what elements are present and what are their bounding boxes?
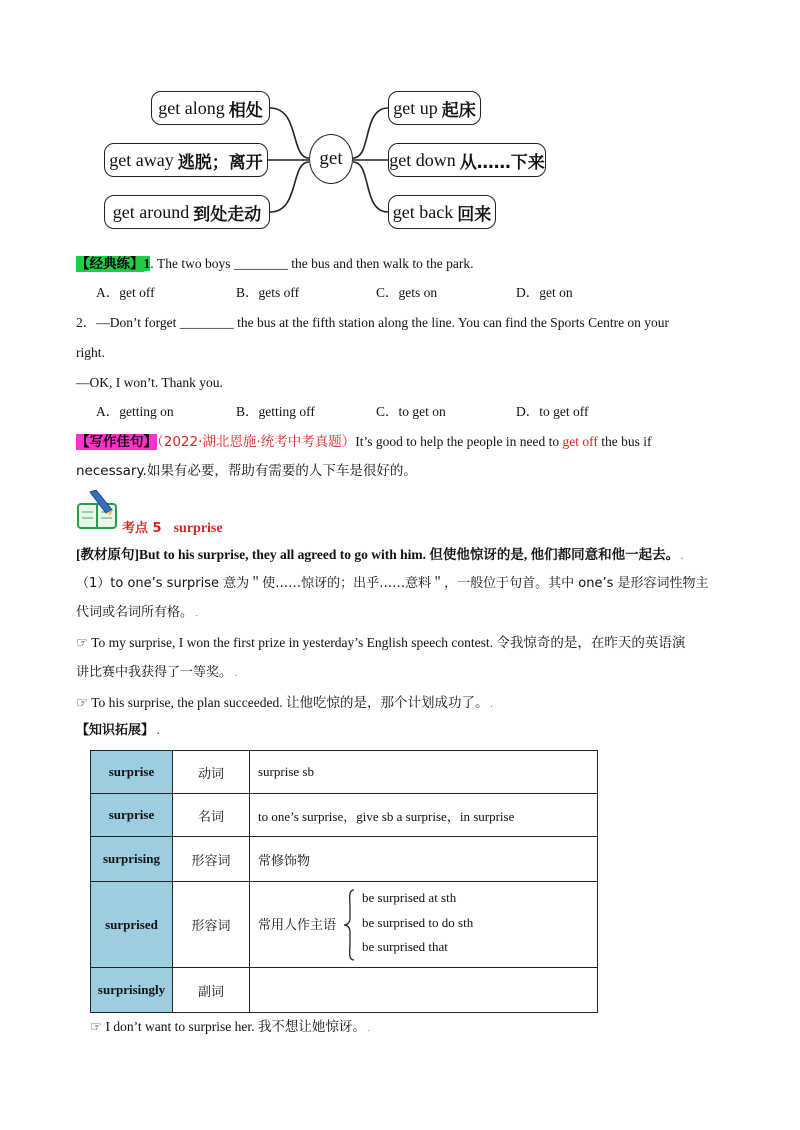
usage-sub-item: be surprised at sth: [362, 890, 457, 905]
expand-title: 【知识拓展】 .: [76, 723, 160, 738]
usage-cell: [250, 968, 598, 1013]
node-get-away: [104, 143, 268, 177]
node-en: get away: [109, 149, 174, 170]
node-get-up: [388, 91, 481, 125]
usage-cell: surprise sb: [250, 751, 598, 794]
node-en: get down: [389, 149, 456, 170]
writing-tag: 【写作佳句】: [76, 434, 157, 450]
q1-text: . The two boys ________ the bus and then walk to the park.: [150, 256, 474, 271]
table-row: [91, 837, 598, 882]
kaodian-word: surprise: [173, 521, 223, 536]
node-en: get back: [392, 201, 454, 222]
q2-option-c[interactable]: C．to get on: [376, 404, 446, 419]
node-get-back: [388, 195, 496, 229]
word-cell: surprise: [91, 751, 173, 794]
node-zh: 到处走动: [193, 204, 262, 225]
writing-sentence-highlight: get off: [562, 434, 598, 449]
kaodian-label: 考点 5: [122, 521, 162, 536]
explain-line2-text: 代词或名词所有格。: [76, 605, 194, 620]
expand-title-text: 【知识拓展】: [76, 723, 155, 738]
q2-option-a[interactable]: A．getting on: [96, 404, 174, 419]
exercise-tag: 【经典练】: [76, 256, 144, 272]
table-row: [91, 794, 598, 837]
word-cell: surprised: [91, 882, 173, 968]
q1-option-d[interactable]: D．get on: [516, 285, 573, 300]
original-text: [教材原句]But to his surprise, they all agreed to go with him. 但使他惊讶的是, 他们都同意和他一起去。: [76, 547, 680, 562]
example2: ☞ To his surprise, the plan succeeded. 让他吃惊的是，那个计划成功了。 .: [76, 695, 493, 710]
usage-sub-item: be surprised that: [362, 939, 448, 954]
usage-cell-surprised: [250, 882, 598, 968]
usage-sub-item: be surprised to do sth: [362, 914, 474, 930]
q1-options: [96, 284, 636, 302]
table-row: [91, 882, 598, 968]
node-en: get around: [112, 201, 190, 222]
word-cell: surprisingly: [91, 968, 173, 1013]
book-pencil-icon: [76, 490, 122, 532]
surprise-forms-table: [90, 750, 598, 1013]
example2-text: ☞ To his surprise, the plan succeeded. 让他吃惊的是，那个计划成功了。: [76, 695, 489, 710]
curly-brace-icon: [342, 888, 356, 962]
q2-option-b[interactable]: B．getting off: [236, 404, 315, 419]
node-get-down: [388, 143, 546, 177]
table-row: [91, 968, 598, 1013]
example1-line2: 讲比赛中我获得了一等奖。 .: [76, 665, 238, 680]
writing-source: （2022·湖北恩施·统考中考真题）: [157, 434, 356, 450]
node-get-around: [104, 195, 270, 229]
explain-line2: 代词或名词所有格。 .: [76, 605, 199, 620]
node-en: get along: [158, 97, 225, 118]
exercise-q1: [76, 255, 473, 273]
node-zh: 逃脱；离开: [177, 152, 263, 173]
table-row: [91, 751, 598, 794]
q2-options: [96, 403, 636, 421]
writing-sentence-post: the bus if: [597, 434, 652, 449]
word-cell: surprise: [91, 794, 173, 837]
usage-main: 常用人作主语: [258, 918, 337, 933]
q1-option-c[interactable]: C．gets on: [376, 285, 438, 300]
original-sentence: [教材原句]But to his surprise, they all agreed to go with him. 但使他惊讶的是, 他们都同意和他一起去。 .: [76, 547, 684, 562]
node-zh: 相处: [228, 100, 263, 121]
example1-line2-text: 讲比赛中我获得了一等奖。: [76, 665, 233, 680]
usage-cell: 常修饰物: [250, 837, 598, 882]
explain-line1: （1）to one’s surprise 意为＂使……惊讶的；出乎……意料＂，一般位于句首。其中 one’s 是形容词性物主: [76, 576, 709, 591]
pos-cell: 名词: [173, 794, 250, 837]
word-cell: surprising: [91, 837, 173, 882]
q2-line1: 2．—Don’t forget ________ the bus at the fifth station along the line. You can find the Sports Centre on your: [76, 315, 670, 330]
pos-cell: 形容词: [173, 882, 250, 968]
q1-option-a[interactable]: A．get off: [96, 285, 155, 300]
node-zh: 从……下来: [459, 152, 545, 173]
usage-sub-list: [362, 886, 473, 960]
writing-line2: [76, 462, 417, 480]
q1-option-b[interactable]: B．gets off: [236, 285, 300, 300]
node-zh: 起床: [441, 100, 476, 121]
writing-line2-text: necessary.如果有必要，帮助有需要的人下车是很好的。: [76, 463, 417, 479]
writing-sentence-pre: It’s good to help the people in need to: [355, 434, 563, 449]
pos-cell: 形容词: [173, 837, 250, 882]
q2-line3: —OK, I won’t. Thank you.: [76, 375, 223, 390]
writing-line1: [76, 433, 652, 451]
kaodian-title: [122, 517, 223, 537]
q1-number: 1: [143, 256, 151, 271]
final-example-text: ☞ I don’t want to surprise her. 我不想让她惊讶。: [90, 1019, 366, 1034]
pos-cell: 动词: [173, 751, 250, 794]
q2-option-d[interactable]: D．to get off: [516, 404, 589, 419]
node-zh: 回来: [457, 204, 492, 225]
center-label: get: [319, 148, 343, 169]
node-en: get up: [393, 97, 438, 118]
node-get-along: [151, 91, 270, 125]
q2-line2: right.: [76, 345, 105, 360]
final-example: ☞ I don’t want to surprise her. 我不想让她惊讶。 .: [90, 1019, 370, 1034]
example1-line1: ☞ To my surprise, I won the first prize in yesterday’s English speech contest. 令我惊奇的是，在昨天的英语演: [76, 635, 686, 650]
usage-cell: to one’s surprise，give sb a surprise，in surprise: [250, 794, 598, 837]
pos-cell: 副词: [173, 968, 250, 1013]
node-get-center: [309, 134, 353, 184]
